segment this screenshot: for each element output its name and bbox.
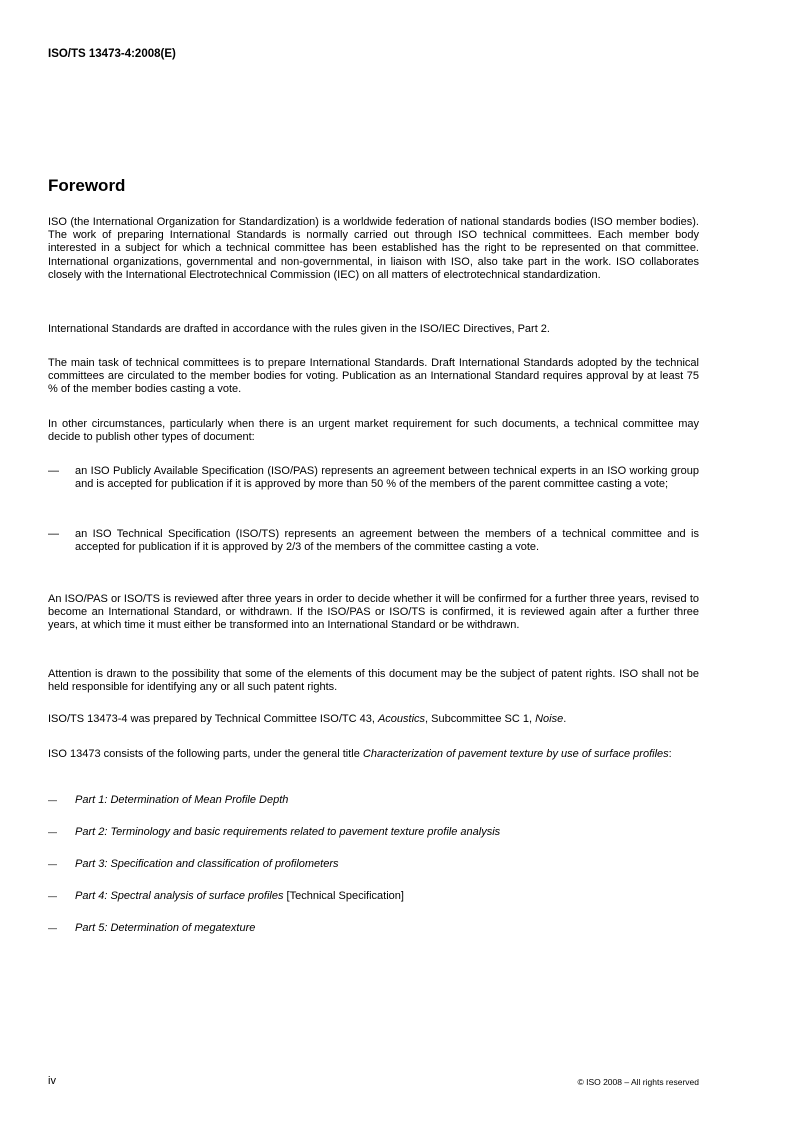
part-title: Part 4: Spectral analysis of surface profiles (75, 890, 284, 902)
general-title: Characterization of pavement texture by use of surface profiles (362, 748, 669, 760)
list-item-pas (48, 465, 699, 491)
list-item-text: an ISO Publicly Available Specification (ISO/PAS) represents an agreement between technical experts in an ISO working group and is accepted for publication if it is approved by more than 50 % of the members of the parent committee casting a vote; (75, 465, 699, 491)
dash-marker: — (48, 465, 59, 477)
dash-marker: — (48, 827, 57, 837)
list-item-part-1 (48, 794, 699, 807)
part-title: Part 2: Terminology and basic requirements related to pavement texture profile analysis (75, 826, 501, 838)
paragraph-parts-intro (48, 748, 699, 761)
list-item-ts (48, 528, 699, 554)
prepared-by-middle: , Subcommittee SC 1, (425, 713, 536, 725)
list-item-part-5 (48, 922, 699, 935)
list-item-part-2 (48, 826, 699, 839)
list-item-text: an ISO Technical Specification (ISO/TS) represents an agreement between the members of a technical committee and is accepted for publication if it is approved by 2/3 of the members of the committee casting a vote. (75, 528, 699, 554)
document-id-header: ISO/TS 13473-4:2008(E) (48, 48, 176, 60)
part-title: Part 5: Determination of megatexture (75, 922, 256, 934)
prepared-by-end: . (563, 713, 567, 725)
paragraph-other-circumstances: In other circumstances, particularly when there is an urgent market requirement for such documents, a technical committee may decide to publish other types of document: (48, 418, 699, 444)
committee-acoustics: Acoustics (377, 713, 426, 725)
part-title: Part 3: Specification and classification of profilometers (75, 858, 339, 870)
prepared-by-text: ISO/TS 13473-4 was prepared by Technical Committee ISO/TC 43, (48, 713, 378, 725)
dash-marker: — (48, 528, 59, 540)
parts-intro-end: : (668, 748, 672, 760)
copyright-notice: © ISO 2008 – All rights reserved (577, 1077, 699, 1087)
paragraph-directives: International Standards are drafted in accordance with the rules given in the ISO/IEC Directives, Part 2. (48, 323, 550, 335)
page-number: iv (48, 1075, 56, 1087)
part-suffix: [Technical Specification] (283, 890, 404, 902)
subcommittee-noise: Noise (535, 713, 564, 725)
list-item-part-4 (48, 890, 699, 903)
paragraph-iso-overview: ISO (the International Organization for Standardization) is a worldwide federation of national standards bodies (ISO member bodies). The work of preparing International Standards is normally carried out through ISO technical committees. Each member body interested in a subject for which a technical committee has been established has the right to be represented on that committee. International organizations, governmental and non-governmental, in liaison with ISO, also take part in the work. ISO collaborates closely with the International Electrotechnical Commission (IEC) on all matters of electrotechnical standardization. (48, 216, 699, 281)
dash-marker: — (48, 795, 57, 805)
dash-marker: — (48, 891, 57, 901)
dash-marker: — (48, 859, 57, 869)
page-title: Foreword (48, 176, 126, 195)
paragraph-prepared-by (48, 713, 699, 726)
paragraph-technical-committees: The main task of technical committees is to prepare International Standards. Draft International Standards adopted by the technical committees are circulated to the member bodies for voting. Publication as an International Standard requires approval by at least 75 % of the member bodies casting a vote. (48, 357, 699, 396)
list-item-part-3 (48, 858, 699, 871)
paragraph-review: An ISO/PAS or ISO/TS is reviewed after three years in order to decide whether it will be confirmed for a further three years, revised to become an International Standard, or withdrawn. If the ISO/PAS or ISO/TS is confirmed, it is reviewed again after a further three years, at which time it must either be transformed into an International Standard or be withdrawn. (48, 593, 699, 632)
dash-marker: — (48, 923, 57, 933)
part-title: Part 1: Determination of Mean Profile Depth (75, 794, 289, 806)
paragraph-patent-rights: Attention is drawn to the possibility that some of the elements of this document may be the subject of patent rights. ISO shall not be held responsible for identifying any or all such patent rights. (48, 668, 699, 694)
parts-intro-text: ISO 13473 consists of the following parts, under the general title (48, 748, 363, 760)
